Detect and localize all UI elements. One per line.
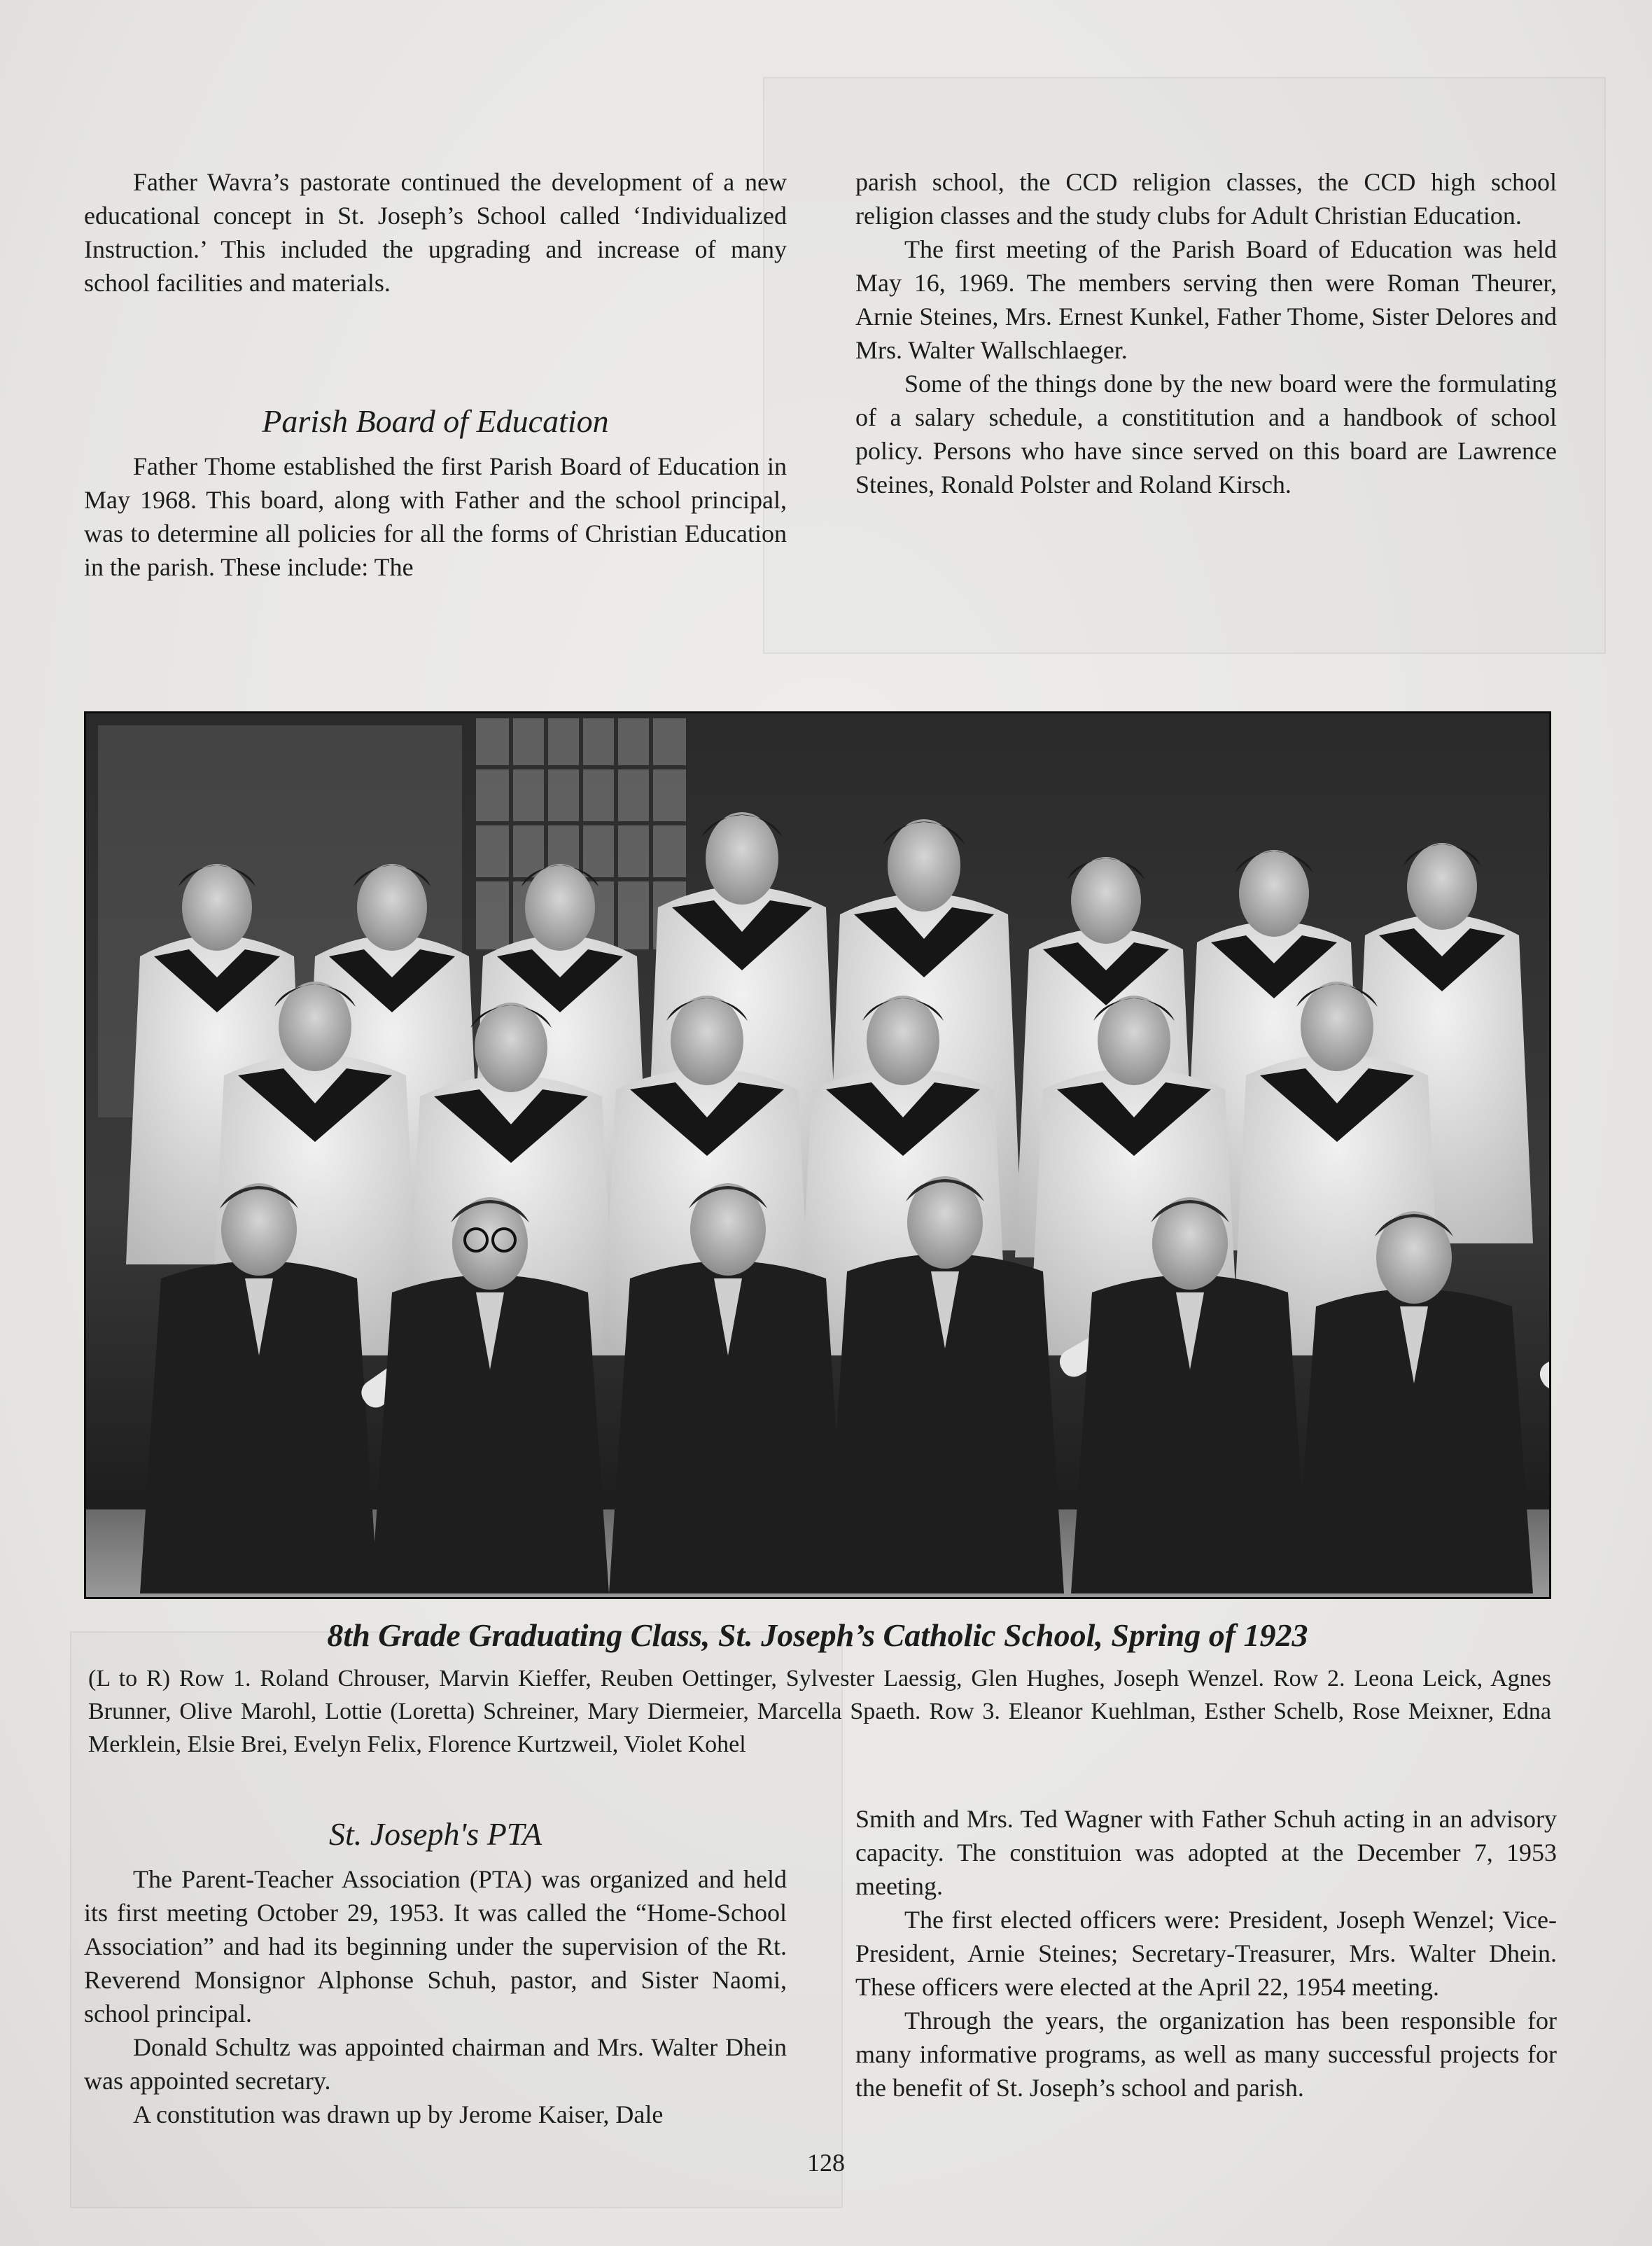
pta-paragraph: The first elected officers were: President, Joseph Wenzel; Vice-President, Arnie Steines; Secretary-Treasurer, Mrs. Walter Dhein. These officers were elected at the April 22, 1954 meeting. (855, 1906, 1557, 2001)
pta-paragraph: Through the years, the organization has been responsible for many informative programs, as well as many successful projects for the benefit of St. Joseph’s school and parish. (855, 2007, 1557, 2102)
parish-board-right-column (855, 165, 1557, 501)
intro-column (84, 165, 787, 300)
parish-board-paragraph: Father Thome established the first Parish Board of Education in May 1968. This board, along with Father and the school principal, was to determine all policies for all the forms of Christian Education in the parish. These include: The (84, 452, 787, 581)
intro-paragraph: Father Wavra’s pastorate continued the development of a new educational concept in St. Joseph’s School called ‘Individualized Instruction.’ This included the upgrading and increase of many school facilities and materials. (84, 168, 787, 297)
class-photograph (84, 711, 1551, 1599)
pta-right-column (855, 1802, 1557, 2105)
pta-paragraph: A constitution was drawn up by Jerome Kaiser, Dale (133, 2100, 664, 2128)
parish-board-left-column (84, 449, 787, 584)
page-number: 128 (807, 2149, 845, 2177)
pta-paragraph: Donald Schultz was appointed chairman and Mrs. Walter Dhein was appointed secretary. (84, 2033, 787, 2095)
photo-caption-title: 8th Grade Graduating Class, St. Joseph’s Catholic School, Spring of 1923 (327, 1617, 1308, 1653)
parish-board-paragraph: The first meeting of the Parish Board of Education was held May 16, 1969. The members serving then were Roman Theurer, Arnie Steines, Mrs. Ernest Kunkel, Father Thome, Sister Delores and Mrs. Walter Wallschlaeger. (855, 235, 1557, 364)
photo-caption-names: (L to R) Row 1. Roland Chrouser, Marvin Kieffer, Reuben Oettinger, Sylvester Laessig, Glen Hughes, Joseph Wenzel. Row 2. Leona Leick, Agnes Brunner, Olive Marohl, Lottie (Loretta) Schreiner, Mary Diermeier, Marcella Spaeth. Row 3. Eleanor Kuehlman, Esther Schelb, Rose Meixner, Edna Merklein, Elsie Brei, Evelyn Felix, Florence Kurtzweil, Violet Kohel (88, 1666, 1551, 1757)
parish-board-paragraph: Some of the things done by the new board were the formulating of a salary schedule, a constititution and a handbook of school policy. Persons who have since served on this board are Lawrence Steines, Ronald Polster and Roland Kirsch. (855, 370, 1557, 498)
pta-heading: St. Joseph's PTA (328, 1816, 542, 1852)
pta-continuation: Smith and Mrs. Ted Wagner with Father Schuh acting in an advisory capacity. The constituion was adopted at the December 7, 1953 meeting. (855, 1805, 1557, 1900)
parish-board-heading: Parish Board of Education (262, 403, 609, 439)
pta-paragraph: The Parent-Teacher Association (PTA) was organized and held its first meeting October 29, 1953. It was called the “Home-School Association” and had its beginning under the supervision of the Rt. Reverend Monsignor Alphonse Schuh, pastor, and Sister Naomi, school principal. (84, 1865, 787, 2028)
class-photo-illustration (84, 711, 1551, 1599)
parish-board-continuation: parish school, the CCD religion classes, the CCD high school religion classes and the study clubs for Adult Christian Education. (855, 168, 1557, 230)
pta-left-column (84, 1862, 787, 2131)
